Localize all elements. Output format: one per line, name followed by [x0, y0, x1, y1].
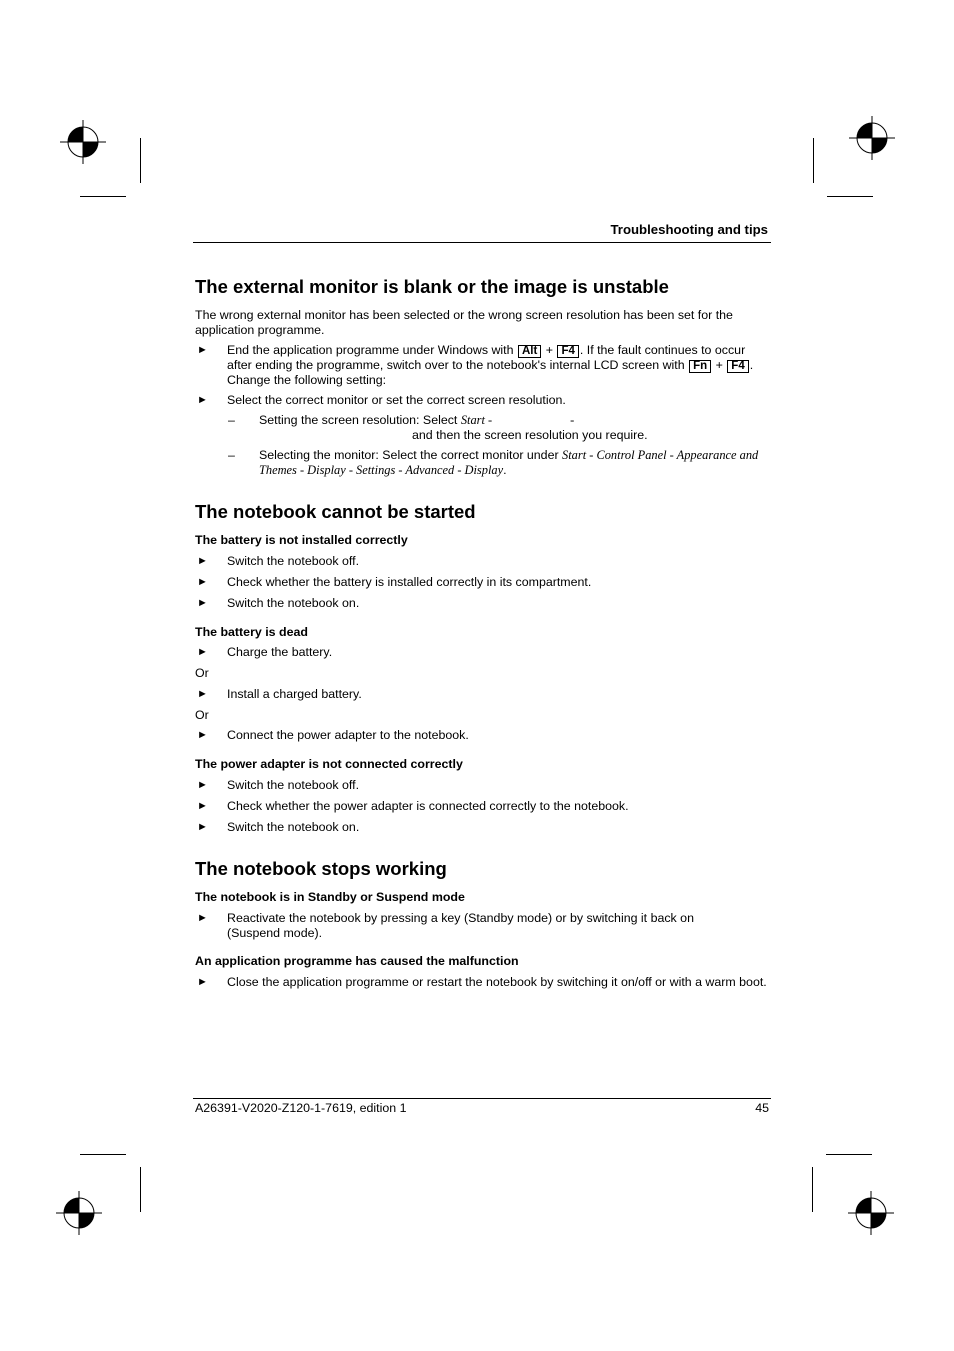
sub2-end: . [503, 462, 507, 477]
f4-key: F4 [727, 360, 748, 373]
bullet-glyph: ► [197, 912, 208, 924]
subheading-battery-dead: The battery is dead [195, 625, 308, 639]
bullet-glyph: ► [197, 976, 208, 988]
bullet-glyph: ► [197, 394, 208, 406]
bullet-glyph: ► [197, 555, 208, 567]
sub2-text-a: Selecting the monitor: Select the correct monitor under [259, 448, 559, 462]
menu-path: - [570, 413, 575, 427]
subheading-battery-installed: The battery is not installed correctly [195, 533, 408, 547]
step1-text-c: . Change the following setting: [227, 358, 754, 387]
running-title: Troubleshooting and tips [610, 222, 768, 237]
bullet-glyph: ► [197, 688, 208, 700]
footer-doc-id: A26391-V2020-Z120-1-7619, edition 1 [195, 1101, 407, 1115]
trim-line [140, 1167, 141, 1212]
section-title-cannot-start: The notebook cannot be started [195, 501, 476, 522]
section-title-stops-working: The notebook stops working [195, 858, 447, 879]
bullet-glyph: ► [197, 800, 208, 812]
plus-sign: + [545, 343, 554, 357]
or-label: Or [195, 708, 209, 722]
bullet-glyph: ► [197, 821, 208, 833]
list-item: Close the application programme or restart the notebook by switching it on/off or with a warm boot. [227, 975, 767, 989]
list-item: Switch the notebook on. [227, 820, 360, 834]
dash-glyph: – [228, 448, 235, 462]
subheading-standby: The notebook is in Standby or Suspend mode [195, 890, 465, 904]
registration-mark-bottom-right [848, 1191, 894, 1237]
section1-sub2 [259, 448, 769, 477]
subheading-application: An application programme has caused the malfunction [195, 954, 519, 968]
list-item: Switch the notebook off. [227, 554, 360, 568]
list-item: Switch the notebook off. [227, 778, 360, 792]
bullet-glyph: ► [197, 344, 208, 356]
sub1-text-a: Setting the screen resolution: Select [259, 413, 458, 427]
bullet-glyph: ► [197, 576, 208, 588]
trim-line [80, 1154, 126, 1155]
header-rule [193, 242, 771, 243]
section1-step2: Select the correct monitor or set the correct screen resolution. [227, 393, 566, 407]
fn-key: Fn [689, 360, 711, 373]
registration-mark-bottom-left [56, 1191, 102, 1237]
menu-path: Start - [460, 413, 493, 427]
bullet-glyph: ► [197, 779, 208, 791]
alt-key: Alt [518, 345, 541, 358]
trim-line [80, 196, 126, 197]
page-number: 45 [755, 1101, 769, 1115]
section1-intro: The wrong external monitor has been selected or the wrong screen resolution has been set for the application programme. [195, 308, 733, 337]
dash-glyph: – [228, 413, 235, 427]
trim-line [813, 138, 814, 183]
list-item: Switch the notebook on. [227, 596, 360, 610]
trim-line [140, 138, 141, 183]
list-item: Reactivate the notebook by pressing a key (Standby mode) or by switching it back on (Suspend mode). [227, 911, 694, 940]
bullet-glyph: ► [197, 597, 208, 609]
registration-mark-top-right [849, 116, 895, 162]
registration-mark-top-left [60, 120, 106, 166]
section1-sub1 [259, 413, 764, 442]
section1-step1 [227, 343, 772, 388]
sub1-text-b: and then the screen resolution you require. [412, 427, 648, 442]
list-item: Charge the battery. [227, 645, 333, 659]
trim-line [812, 1167, 813, 1212]
f4-key: F4 [557, 345, 578, 358]
subheading-power-adapter: The power adapter is not connected correctly [195, 757, 463, 771]
step1-text-b: . If the fault continues to occur after ending the programme, switch over to the notebook's internal LCD screen with [227, 343, 746, 372]
section-title-external-monitor: The external monitor is blank or the image is unstable [195, 276, 669, 297]
trim-line [827, 196, 873, 197]
bullet-glyph: ► [197, 646, 208, 658]
list-item: Check whether the power adapter is connected correctly to the notebook. [227, 799, 629, 813]
footer-rule [193, 1098, 771, 1099]
step1-text-a: End the application programme under Windows with [227, 343, 514, 357]
or-label: Or [195, 666, 209, 680]
running-header [500, 221, 768, 239]
menu-path: Start - Control Panel - Appearance and Themes - Display - Settings - Advanced - Display [259, 448, 759, 477]
list-item: Connect the power adapter to the notebook. [227, 728, 469, 742]
plus-sign: + [715, 358, 723, 372]
bullet-glyph: ► [197, 729, 208, 741]
trim-line [826, 1154, 872, 1155]
list-item: Install a charged battery. [227, 687, 362, 701]
list-item: Check whether the battery is installed correctly in its compartment. [227, 575, 592, 589]
